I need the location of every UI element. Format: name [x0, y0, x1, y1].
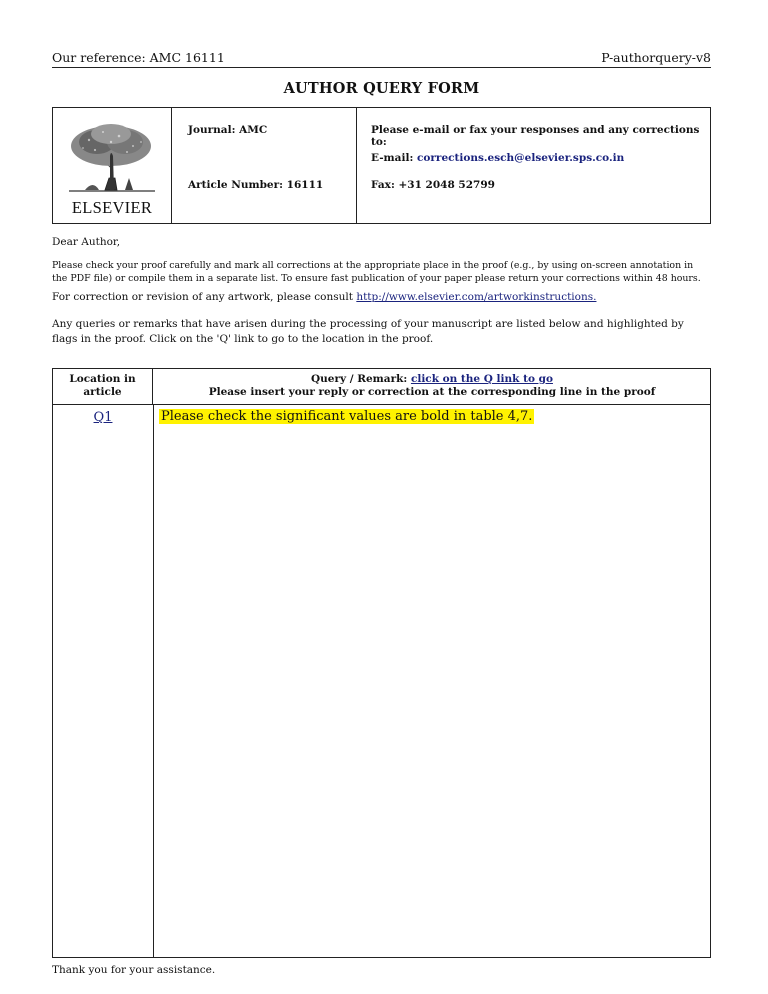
closing-line: Thank you for your assistance.: [52, 964, 216, 976]
article-number: Article Number: 16111: [188, 179, 324, 191]
journal-info-box: [52, 107, 711, 224]
publisher-logo-cell: [53, 108, 172, 223]
query-text-q1: Please check the significant values are bold in table 4,7.: [161, 409, 533, 424]
journal-name: Journal: AMC: [188, 124, 268, 136]
artwork-text: For correction or revision of any artwork, please consult: [52, 291, 357, 303]
contact-cell: [357, 108, 710, 223]
elsevier-logo: [59, 120, 165, 216]
form-version: P-authorquery-v8: [601, 50, 711, 65]
q-link-header[interactable]: click on the Q link to go: [410, 373, 553, 385]
our-reference: Our reference: AMC 16111: [52, 50, 225, 65]
artwork-paragraph: [52, 290, 711, 304]
query-header-label: Query / Remark:: [311, 373, 411, 385]
fax-line: Fax: +31 2048 52799: [371, 179, 495, 191]
email-link[interactable]: corrections.esch@elsevier.sps.co.in: [416, 152, 625, 164]
location-column-header: Location in article: [53, 369, 153, 404]
query-column-header: [154, 369, 710, 404]
query-link-q1[interactable]: Q1: [93, 410, 113, 425]
instructions-paragraph: Please check your proof carefully and mark all corrections at the appropriate place in the proof (e.g., by using on-screen annotation in the PDF file) or compile them in a separate list. To ensure fast publication of your paper please return your corrections within 48 hours.: [52, 260, 701, 284]
greeting: Dear Author,: [52, 236, 121, 248]
contact-instruction: Please e-mail or fax your responses and any corrections to:: [371, 124, 700, 148]
elsevier-wordmark: ELSEVIER: [71, 198, 153, 217]
journal-cell: [172, 108, 357, 223]
reference-line: [52, 50, 711, 68]
queries-paragraph: Any queries or remarks that have arisen during the processing of your manuscript are listed below and highlighted by flags in the proof. Click on the 'Q' link to go to the location in the proof.: [52, 318, 684, 345]
page-title: AUTHOR QUERY FORM: [283, 80, 480, 97]
email-line: [371, 152, 624, 164]
query-table: [52, 368, 711, 958]
query-table-header: [53, 369, 710, 405]
query-header-instruction: Please insert your reply or correction at the corresponding line in the proof: [208, 386, 656, 398]
email-label: E-mail:: [371, 152, 417, 164]
artwork-link[interactable]: http://www.elsevier.com/artworkinstructions.: [356, 291, 597, 303]
column-divider: [153, 405, 154, 957]
tree-logo-icon: [59, 120, 165, 196]
